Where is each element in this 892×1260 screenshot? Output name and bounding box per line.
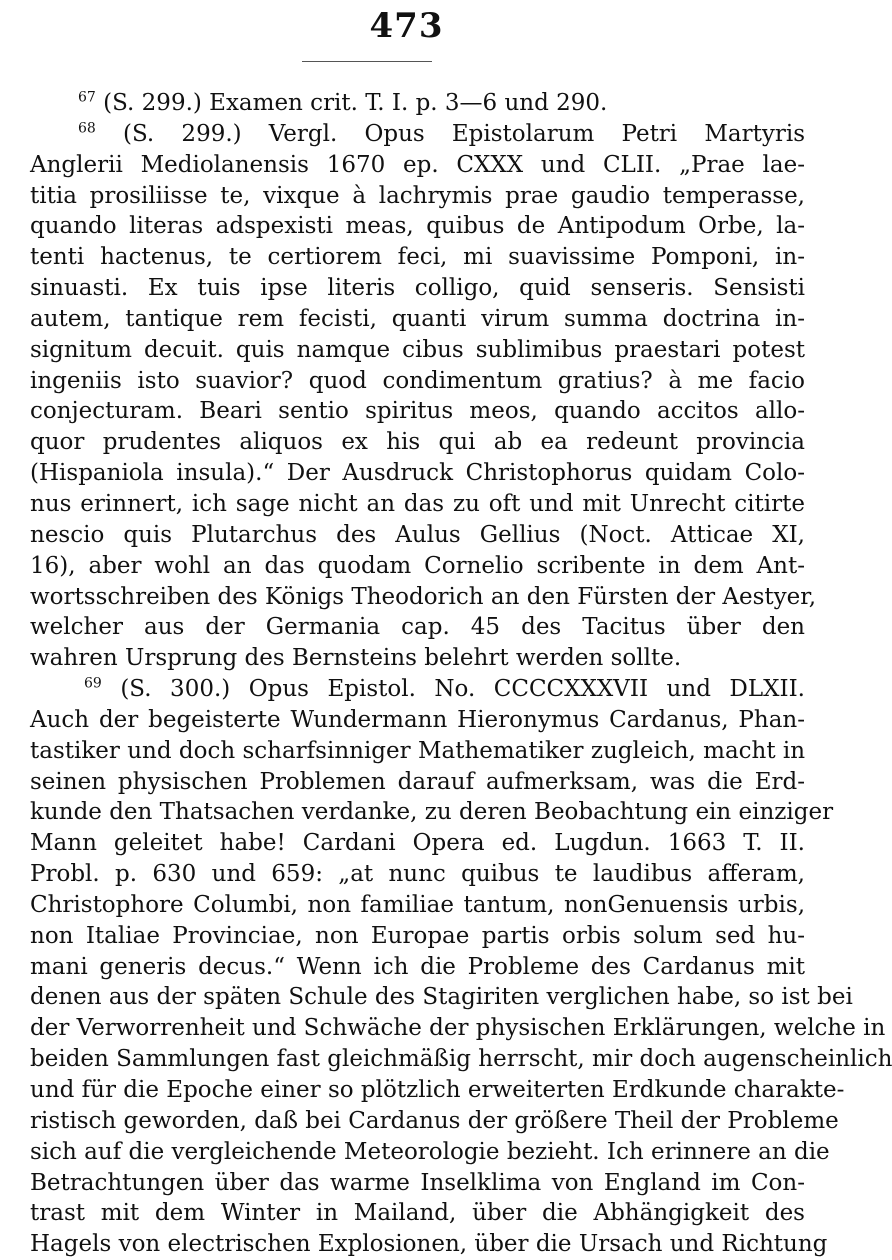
note-69-line: Hagels von electrischen Explosionen, über die Ursach und Richtung <box>30 1231 828 1258</box>
note-68-line: quor prudentes aliquos ex his qui ab ea redeunt provincia <box>30 429 805 456</box>
note-marker: 67 <box>78 89 96 106</box>
note-69-line: Mann geleitet habe! Cardani Opera ed. Lugdun. 1663 T. II. <box>30 830 805 857</box>
note-68-line: quando literas adspexisti meas, quibus de Antipodum Orbe, la- <box>30 213 805 240</box>
note-text: (S. 300.) Opus Epistol. No. CCCCXXXVII und DLXII. <box>101 676 805 703</box>
note-69-line: kunde den Thatsachen verdanke, zu deren Beobachtung ein einziger <box>30 799 834 826</box>
note-68-line: welcher aus der Germania cap. 45 des Tacitus über den <box>30 614 805 641</box>
note-69-line: trast mit dem Winter in Mailand, über die Abhängigkeit des <box>30 1200 805 1227</box>
note-68-line <box>30 119 805 150</box>
note-69-line: tastiker und doch scharfsinniger Mathematiker zugleich, macht in <box>30 737 806 764</box>
note-68-line: wahren Ursprung des Bernsteins belehrt werden sollte. <box>30 645 682 672</box>
note-69-line: Christophore Columbi, non familiae tantum, nonGenuensis urbis, <box>30 891 805 918</box>
note-69-line: der Verworrenheit und Schwäche der physischen Erklärungen, welche in <box>30 1015 886 1042</box>
note-68-line: wortsschreiben des Königs Theodorich an den Fürsten der Aestyer, <box>30 583 817 610</box>
note-69-line: ristisch geworden, daß bei Cardanus der größere Theil der Probleme <box>30 1107 839 1134</box>
note-68-line: titia prosiliisse te, vixque à lachrymis prae gaudio temperasse, <box>30 182 805 209</box>
note-text: (S. 299.) Vergl. Opus Epistolarum Petri Martyris <box>95 120 805 147</box>
note-68-line: signitum decuit. quis namque cibus sublimibus praestari potest <box>30 336 805 363</box>
note-69-line: Auch der begeisterte Wundermann Hieronymus Cardanus, Phan- <box>30 706 805 733</box>
note-69-line: sich auf die vergleichende Meteorologie bezieht. Ich erinnere an die <box>30 1138 830 1165</box>
page-number: 473 <box>369 6 444 46</box>
endnotes <box>30 88 892 1260</box>
note-68-line: tenti hactenus, te certiorem feci, mi suavissime Pomponi, in- <box>30 244 805 271</box>
note-68-line: sinuasti. Ex tuis ipse literis colligo, quid senseris. Sensisti <box>30 275 805 302</box>
note-69-line: denen aus der späten Schule des Stagiriten verglichen habe, so ist bei <box>30 984 853 1011</box>
note-68-line: (Hispaniola insula).“ Der Ausdruck Christophorus quidam Colo- <box>30 460 805 487</box>
note-69-line: Betrachtungen über das warme Inselklima von England im Con- <box>30 1169 805 1196</box>
note-68-line: autem, tantique rem fecisti, quanti virum summa doctrina in- <box>30 305 805 332</box>
note-68-line: nescio quis Plutarchus des Aulus Gellius (Noct. Atticae XI, <box>30 521 805 548</box>
note-67-line <box>30 88 805 119</box>
note-69-line: Probl. p. 630 und 659: „at nunc quibus te laudibus afferam, <box>30 861 805 888</box>
note-68-line: conjecturam. Beari sentio spiritus meos, quando accitos allo- <box>30 398 805 425</box>
header-rule <box>302 61 432 62</box>
note-marker: 69 <box>84 675 102 692</box>
note-69-line <box>30 674 805 705</box>
note-69-line: seinen physischen Problemen darauf aufmerksam, was die Erd- <box>30 768 805 795</box>
note-text: (S. 299.) Examen crit. T. I. p. 3—6 und 290. <box>95 90 608 116</box>
note-69-line: und für die Epoche einer so plötzlich erweiterten Erdkunde charakte- <box>30 1077 845 1103</box>
note-68-line: ingeniis isto suavior? quod condimentum gratius? à me facio <box>30 367 805 394</box>
note-69-line: beiden Sammlungen fast gleichmäßig herrscht, mir doch augenscheinlich <box>30 1046 892 1073</box>
note-marker: 68 <box>78 120 96 137</box>
note-68-line: nus erinnert, ich sage nicht an das zu oft und mit Unrecht citirte <box>30 490 805 517</box>
note-69-line: non Italiae Provinciae, non Europae partis orbis solum sed hu- <box>30 922 805 949</box>
note-68-line: Anglerii Mediolanensis 1670 ep. CXXX und CLII. „Prae lae- <box>30 151 805 178</box>
note-69-line: mani generis decus.“ Wenn ich die Probleme des Cardanus mit <box>30 953 805 980</box>
note-68-line: 16), aber wohl an das quodam Cornelio scribente in dem Ant- <box>30 552 805 579</box>
